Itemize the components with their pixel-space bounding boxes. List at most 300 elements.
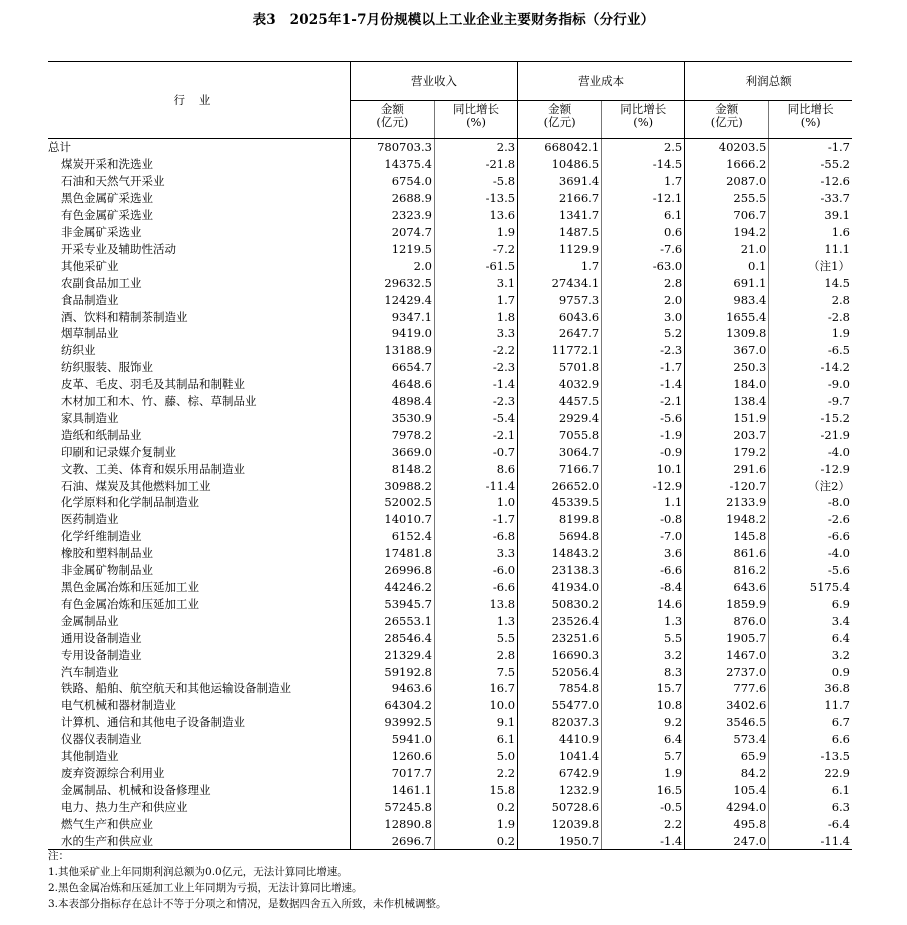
- cost-amount: 1041.4: [518, 748, 602, 765]
- revenue-growth: 1.7: [434, 291, 517, 308]
- industry-name: 电力、热力生产和供应业: [61, 799, 188, 814]
- revenue-amount: 93992.5: [350, 714, 434, 731]
- revenue-growth: 1.9: [434, 815, 517, 832]
- profit-amount: 643.6: [685, 579, 769, 596]
- revenue-growth: -1.7: [434, 511, 517, 528]
- profit-amount: 291.6: [685, 460, 769, 477]
- table-row: [48, 765, 852, 782]
- industry-name: 废弃资源综合利用业: [61, 765, 165, 780]
- cost-growth: -0.8: [602, 511, 685, 528]
- profit-growth: 6.1: [769, 781, 852, 798]
- profit-amount: 250.3: [685, 359, 769, 376]
- cost-growth: -14.5: [602, 156, 685, 173]
- revenue-amount: 57245.8: [350, 798, 434, 815]
- industry-name: 计算机、通信和其他电子设备制造业: [61, 715, 245, 730]
- revenue-amount: 12429.4: [350, 291, 434, 308]
- profit-amount: 1666.2: [685, 156, 769, 173]
- cost-growth: 6.1: [602, 207, 685, 224]
- profit-growth: -1.7: [769, 139, 852, 156]
- profit-amount: 1905.7: [685, 629, 769, 646]
- revenue-growth: 16.7: [434, 680, 517, 697]
- cost-amount: 1950.7: [518, 832, 602, 849]
- table-row: [48, 477, 852, 494]
- table-row: [48, 443, 852, 460]
- profit-amount: 65.9: [685, 748, 769, 765]
- industry-name: 金属制品、机械和设备修理业: [61, 782, 211, 797]
- profit-growth: （注1）: [769, 257, 852, 274]
- cost-amount: 1.7: [518, 257, 602, 274]
- revenue-growth: -5.8: [434, 173, 517, 190]
- industry-name: 家具制造业: [61, 410, 119, 425]
- industry-name: 有色金属冶炼和压延加工业: [61, 596, 199, 611]
- profit-growth: -12.9: [769, 460, 852, 477]
- cost-growth: 10.8: [602, 697, 685, 714]
- cost-amount: 1232.9: [518, 781, 602, 798]
- cost-amount: 4032.9: [518, 376, 602, 393]
- revenue-amount: 14010.7: [350, 511, 434, 528]
- cost-growth: 15.7: [602, 680, 685, 697]
- cost-amount: 11772.1: [518, 342, 602, 359]
- profit-growth: 0.9: [769, 663, 852, 680]
- revenue-growth: -2.2: [434, 342, 517, 359]
- revenue-amount: 29632.5: [350, 274, 434, 291]
- profit-amount: 145.8: [685, 528, 769, 545]
- cost-growth: 14.6: [602, 595, 685, 612]
- industry-name: 专用设备制造业: [61, 647, 142, 662]
- revenue-growth: 1.0: [434, 494, 517, 511]
- revenue-amount: 6754.0: [350, 173, 434, 190]
- profit-amount: 1948.2: [685, 511, 769, 528]
- cost-amount: 7166.7: [518, 460, 602, 477]
- profit-growth: 3.2: [769, 646, 852, 663]
- cost-growth: 2.2: [602, 815, 685, 832]
- cost-amount: 5701.8: [518, 359, 602, 376]
- revenue-amount: 6654.7: [350, 359, 434, 376]
- table-row: [48, 325, 852, 342]
- revenue-amount: 53945.7: [350, 595, 434, 612]
- table-row: [48, 697, 852, 714]
- table-row: [48, 595, 852, 612]
- revenue-amount: 2696.7: [350, 832, 434, 849]
- cost-growth: 8.3: [602, 663, 685, 680]
- cost-growth: -1.9: [602, 426, 685, 443]
- cost-growth: 3.6: [602, 545, 685, 562]
- profit-amount: -120.7: [685, 477, 769, 494]
- industry-name: 化学原料和化学制品制造业: [61, 495, 199, 510]
- cost-amount: 2166.7: [518, 190, 602, 207]
- industry-name: 金属制品业: [61, 613, 119, 628]
- cost-amount: 14843.2: [518, 545, 602, 562]
- cost-growth: -6.6: [602, 562, 685, 579]
- header-growth: 同比增长 (%): [602, 101, 685, 139]
- cost-growth: 5.2: [602, 325, 685, 342]
- cost-amount: 45339.5: [518, 494, 602, 511]
- table-row: [48, 545, 852, 562]
- revenue-growth: -2.1: [434, 426, 517, 443]
- industry-name: 木材加工和木、竹、藤、棕、草制品业: [61, 394, 257, 409]
- profit-amount: 151.9: [685, 410, 769, 427]
- cost-amount: 4457.5: [518, 393, 602, 410]
- table-row: [48, 207, 852, 224]
- industry-name: 其他制造业: [61, 749, 119, 764]
- cost-amount: 23138.3: [518, 562, 602, 579]
- revenue-growth: 0.2: [434, 832, 517, 849]
- cost-amount: 2929.4: [518, 410, 602, 427]
- table-row: [48, 528, 852, 545]
- revenue-amount: 64304.2: [350, 697, 434, 714]
- profit-amount: 203.7: [685, 426, 769, 443]
- profit-growth: 6.6: [769, 731, 852, 748]
- revenue-amount: 28546.4: [350, 629, 434, 646]
- revenue-growth: -2.3: [434, 359, 517, 376]
- cost-growth: -5.6: [602, 410, 685, 427]
- revenue-amount: 3669.0: [350, 443, 434, 460]
- cost-growth: -2.3: [602, 342, 685, 359]
- header-revenue: 营业收入: [350, 62, 517, 101]
- table-row: [48, 798, 852, 815]
- cost-amount: 23251.6: [518, 629, 602, 646]
- revenue-growth: 13.6: [434, 207, 517, 224]
- table-row: [48, 173, 852, 190]
- revenue-amount: 13188.9: [350, 342, 434, 359]
- table-row: [48, 376, 852, 393]
- profit-amount: 105.4: [685, 781, 769, 798]
- industry-name: 酒、饮料和精制茶制造业: [61, 309, 188, 324]
- profit-amount: 876.0: [685, 612, 769, 629]
- profit-growth: -14.2: [769, 359, 852, 376]
- financial-indicators-table: [48, 61, 852, 850]
- cost-growth: 1.3: [602, 612, 685, 629]
- revenue-amount: 17481.8: [350, 545, 434, 562]
- profit-growth: 5175.4: [769, 579, 852, 596]
- industry-name: 电气机械和器材制造业: [61, 698, 176, 713]
- table-row: [48, 511, 852, 528]
- industry-name: 橡胶和塑料制品业: [61, 546, 153, 561]
- cost-amount: 8199.8: [518, 511, 602, 528]
- cost-growth: 1.7: [602, 173, 685, 190]
- industry-name: 烟草制品业: [61, 326, 119, 341]
- cost-growth: -1.7: [602, 359, 685, 376]
- profit-growth: 3.4: [769, 612, 852, 629]
- revenue-growth: -6.0: [434, 562, 517, 579]
- cost-growth: 2.8: [602, 274, 685, 291]
- profit-amount: 0.1: [685, 257, 769, 274]
- profit-amount: 1859.9: [685, 595, 769, 612]
- table-row: [48, 731, 852, 748]
- header-growth: 同比增长 (%): [769, 101, 852, 139]
- industry-name: 非金属矿物制品业: [61, 563, 153, 578]
- revenue-amount: 9419.0: [350, 325, 434, 342]
- revenue-amount: 1219.5: [350, 240, 434, 257]
- revenue-amount: 5941.0: [350, 731, 434, 748]
- table-row: [48, 308, 852, 325]
- profit-growth: -13.5: [769, 748, 852, 765]
- cost-amount: 23526.4: [518, 612, 602, 629]
- table-row: [48, 139, 852, 156]
- cost-growth: -7.6: [602, 240, 685, 257]
- footnote-label: 注：: [48, 850, 69, 862]
- cost-growth: 1.1: [602, 494, 685, 511]
- profit-growth: 14.5: [769, 274, 852, 291]
- table-row: [48, 224, 852, 241]
- cost-amount: 10486.5: [518, 156, 602, 173]
- industry-name: 其他采矿业: [61, 258, 119, 273]
- profit-amount: 4294.0: [685, 798, 769, 815]
- table-row: [48, 359, 852, 376]
- profit-growth: 6.3: [769, 798, 852, 815]
- revenue-amount: 1260.6: [350, 748, 434, 765]
- revenue-amount: 59192.8: [350, 663, 434, 680]
- industry-name: 文教、工美、体育和娱乐用品制造业: [61, 461, 245, 476]
- cost-amount: 1487.5: [518, 224, 602, 241]
- header-cost: 营业成本: [518, 62, 685, 101]
- revenue-amount: 780703.3: [350, 139, 434, 156]
- industry-name: 黑色金属冶炼和压延加工业: [61, 580, 199, 595]
- cost-growth: -12.1: [602, 190, 685, 207]
- table-row: [48, 240, 852, 257]
- profit-growth: -11.4: [769, 832, 852, 849]
- profit-growth: -55.2: [769, 156, 852, 173]
- revenue-growth: 7.5: [434, 663, 517, 680]
- table-row: [48, 410, 852, 427]
- table-row: [48, 274, 852, 291]
- cost-amount: 50728.6: [518, 798, 602, 815]
- revenue-amount: 44246.2: [350, 579, 434, 596]
- cost-growth: 5.7: [602, 748, 685, 765]
- header-amount: 金额 (亿元): [685, 101, 769, 139]
- profit-growth: -21.9: [769, 426, 852, 443]
- profit-growth: -9.0: [769, 376, 852, 393]
- profit-growth: 1.6: [769, 224, 852, 241]
- cost-amount: 55477.0: [518, 697, 602, 714]
- cost-growth: -0.9: [602, 443, 685, 460]
- cost-amount: 50830.2: [518, 595, 602, 612]
- revenue-growth: 3.3: [434, 325, 517, 342]
- table-row: [48, 156, 852, 173]
- table-row: [48, 832, 852, 849]
- table-row: [48, 612, 852, 629]
- revenue-amount: 26996.8: [350, 562, 434, 579]
- cost-amount: 26652.0: [518, 477, 602, 494]
- revenue-amount: 3530.9: [350, 410, 434, 427]
- profit-amount: 1655.4: [685, 308, 769, 325]
- revenue-amount: 9463.6: [350, 680, 434, 697]
- profit-growth: 11.7: [769, 697, 852, 714]
- revenue-growth: 3.3: [434, 545, 517, 562]
- cost-amount: 4410.9: [518, 731, 602, 748]
- profit-amount: 3402.6: [685, 697, 769, 714]
- profit-growth: -4.0: [769, 545, 852, 562]
- revenue-amount: 30988.2: [350, 477, 434, 494]
- profit-amount: 1467.0: [685, 646, 769, 663]
- profit-amount: 706.7: [685, 207, 769, 224]
- profit-growth: 2.8: [769, 291, 852, 308]
- cost-amount: 7854.8: [518, 680, 602, 697]
- table-row: [48, 714, 852, 731]
- revenue-growth: 5.5: [434, 629, 517, 646]
- revenue-growth: -61.5: [434, 257, 517, 274]
- revenue-growth: 13.8: [434, 595, 517, 612]
- industry-name: 有色金属矿采选业: [61, 208, 153, 223]
- revenue-amount: 1461.1: [350, 781, 434, 798]
- industry-name: 化学纤维制造业: [61, 529, 142, 544]
- table-row: [48, 291, 852, 308]
- revenue-growth: 8.6: [434, 460, 517, 477]
- revenue-growth: -21.8: [434, 156, 517, 173]
- revenue-amount: 6152.4: [350, 528, 434, 545]
- revenue-amount: 9347.1: [350, 308, 434, 325]
- industry-name: 造纸和纸制品业: [61, 427, 142, 442]
- industry-name: 黑色金属矿采选业: [61, 191, 153, 206]
- revenue-amount: 26553.1: [350, 612, 434, 629]
- cost-growth: 9.2: [602, 714, 685, 731]
- profit-growth: -6.4: [769, 815, 852, 832]
- cost-growth: 0.6: [602, 224, 685, 241]
- footnote-2: 2.黑色金属冶炼和压延加工业上年同期为亏损，无法计算同比增速。: [48, 882, 363, 894]
- profit-growth: -5.6: [769, 562, 852, 579]
- cost-amount: 27434.1: [518, 274, 602, 291]
- profit-growth: -9.7: [769, 393, 852, 410]
- industry-name: 石油、煤炭及其他燃料加工业: [61, 478, 211, 493]
- profit-growth: -12.6: [769, 173, 852, 190]
- profit-amount: 21.0: [685, 240, 769, 257]
- table-row: [48, 426, 852, 443]
- profit-amount: 3546.5: [685, 714, 769, 731]
- table-row: [48, 190, 852, 207]
- header-amount: 金额 (亿元): [518, 101, 602, 139]
- footnote-1: 1.其他采矿业上年同期利润总额为0.0亿元，无法计算同比增速。: [48, 866, 348, 878]
- revenue-amount: 4648.6: [350, 376, 434, 393]
- profit-amount: 194.2: [685, 224, 769, 241]
- revenue-growth: 1.9: [434, 224, 517, 241]
- cost-growth: -2.1: [602, 393, 685, 410]
- revenue-growth: 10.0: [434, 697, 517, 714]
- revenue-amount: 7978.2: [350, 426, 434, 443]
- industry-name: 铁路、船舶、航空航天和其他运输设备制造业: [61, 681, 291, 696]
- revenue-growth: 9.1: [434, 714, 517, 731]
- revenue-growth: 1.8: [434, 308, 517, 325]
- profit-amount: 1309.8: [685, 325, 769, 342]
- profit-growth: -6.5: [769, 342, 852, 359]
- profit-amount: 40203.5: [685, 139, 769, 156]
- industry-name: 医药制造业: [61, 512, 119, 527]
- industry-name: 煤炭开采和洗选业: [61, 157, 153, 172]
- revenue-growth: -2.3: [434, 393, 517, 410]
- profit-amount: 179.2: [685, 443, 769, 460]
- profit-amount: 573.4: [685, 731, 769, 748]
- header-profit: 利润总额: [685, 62, 852, 101]
- industry-name: 印刷和记录媒介复制业: [61, 444, 176, 459]
- table-row: [48, 781, 852, 798]
- industry-name: 汽车制造业: [61, 664, 119, 679]
- revenue-growth: 2.8: [434, 646, 517, 663]
- industry-name: 皮革、毛皮、羽毛及其制品和制鞋业: [61, 377, 245, 392]
- revenue-growth: -0.7: [434, 443, 517, 460]
- table-row: [48, 680, 852, 697]
- table-row: [48, 646, 852, 663]
- table-row: [48, 815, 852, 832]
- cost-growth: -7.0: [602, 528, 685, 545]
- profit-amount: 2133.9: [685, 494, 769, 511]
- table-row: [48, 663, 852, 680]
- revenue-growth: -6.8: [434, 528, 517, 545]
- cost-amount: 6043.6: [518, 308, 602, 325]
- cost-amount: 7055.8: [518, 426, 602, 443]
- revenue-growth: -1.4: [434, 376, 517, 393]
- revenue-growth: 3.1: [434, 274, 517, 291]
- profit-amount: 255.5: [685, 190, 769, 207]
- footnotes: [48, 848, 447, 912]
- revenue-amount: 4898.4: [350, 393, 434, 410]
- revenue-growth: -11.4: [434, 477, 517, 494]
- industry-name: 仪器仪表制造业: [61, 732, 142, 747]
- cost-growth: 10.1: [602, 460, 685, 477]
- revenue-growth: 5.0: [434, 748, 517, 765]
- table-title: 表3 2025年1-7月份规模以上工业企业主要财务指标（分行业）: [252, 12, 655, 28]
- profit-growth: 36.8: [769, 680, 852, 697]
- profit-growth: （注2）: [769, 477, 852, 494]
- revenue-amount: 7017.7: [350, 765, 434, 782]
- revenue-amount: 2074.7: [350, 224, 434, 241]
- revenue-growth: 1.3: [434, 612, 517, 629]
- profit-growth: -2.6: [769, 511, 852, 528]
- cost-amount: 12039.8: [518, 815, 602, 832]
- cost-amount: 1341.7: [518, 207, 602, 224]
- revenue-growth: -13.5: [434, 190, 517, 207]
- table-row: [48, 342, 852, 359]
- revenue-growth: -6.6: [434, 579, 517, 596]
- profit-amount: 184.0: [685, 376, 769, 393]
- header-industry: 行业: [48, 62, 350, 139]
- industry-name: 燃气生产和供应业: [61, 816, 153, 831]
- revenue-amount: 8148.2: [350, 460, 434, 477]
- cost-growth: 2.0: [602, 291, 685, 308]
- profit-growth: 6.4: [769, 629, 852, 646]
- revenue-amount: 2688.9: [350, 190, 434, 207]
- profit-amount: 777.6: [685, 680, 769, 697]
- cost-growth: -1.4: [602, 832, 685, 849]
- cost-growth: 16.5: [602, 781, 685, 798]
- revenue-growth: 15.8: [434, 781, 517, 798]
- cost-amount: 41934.0: [518, 579, 602, 596]
- cost-growth: 5.5: [602, 629, 685, 646]
- table-row: [48, 579, 852, 596]
- header-growth: 同比增长 (%): [434, 101, 517, 139]
- profit-growth: -4.0: [769, 443, 852, 460]
- table-row: [48, 494, 852, 511]
- industry-name: 食品制造业: [61, 292, 119, 307]
- profit-growth: 1.9: [769, 325, 852, 342]
- revenue-amount: 14375.4: [350, 156, 434, 173]
- profit-amount: 138.4: [685, 393, 769, 410]
- profit-growth: -8.0: [769, 494, 852, 511]
- cost-growth: 6.4: [602, 731, 685, 748]
- profit-amount: 84.2: [685, 765, 769, 782]
- industry-name: 纺织业: [61, 343, 96, 358]
- industry-name: 农副食品加工业: [61, 275, 142, 290]
- profit-growth: 6.9: [769, 595, 852, 612]
- cost-amount: 1129.9: [518, 240, 602, 257]
- cost-amount: 82037.3: [518, 714, 602, 731]
- revenue-amount: 12890.8: [350, 815, 434, 832]
- profit-amount: 983.4: [685, 291, 769, 308]
- table-body: [48, 139, 852, 850]
- table-row: [48, 393, 852, 410]
- cost-amount: 5694.8: [518, 528, 602, 545]
- profit-growth: -6.6: [769, 528, 852, 545]
- cost-growth: -63.0: [602, 257, 685, 274]
- table-row: [48, 748, 852, 765]
